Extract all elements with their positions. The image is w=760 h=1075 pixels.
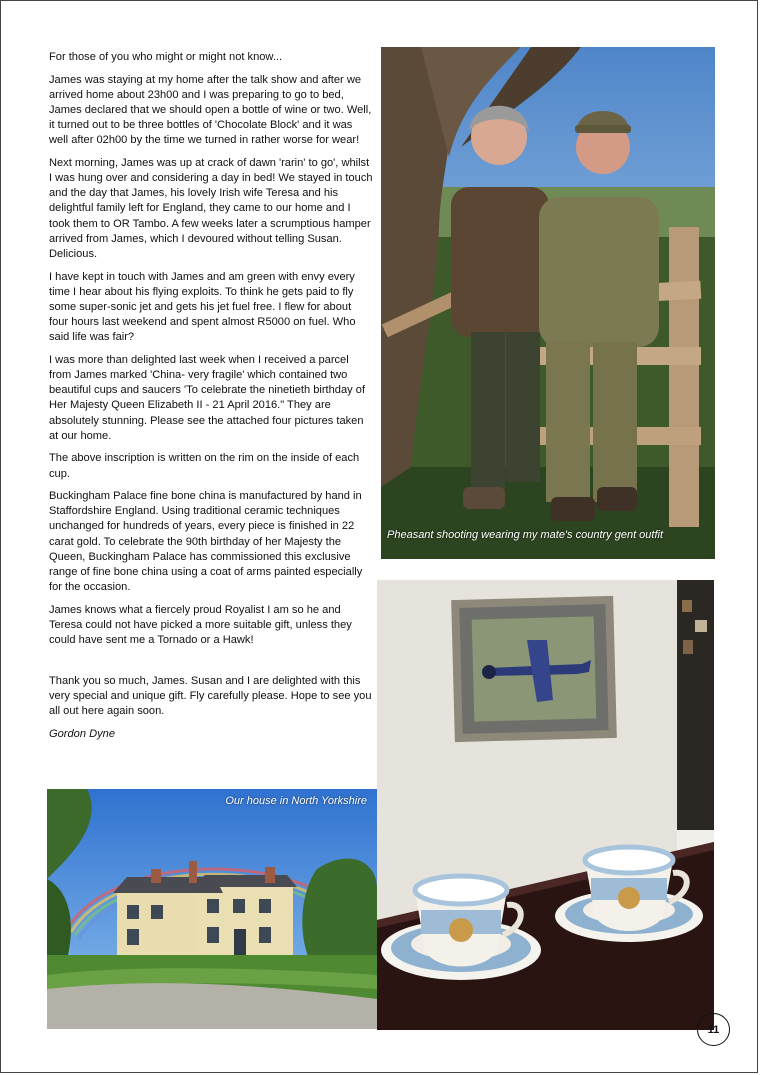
paragraph-next-morning: Next morning, James was up at crack of dawn 'rarin' to go', whilst I was hung over and considering a day in bed! We stayed in touch and the day that James, his lovely Irish wife Teresa and his delightful family left for England, they came to our home and I took them to OR Tambo. A few weeks later a scrumptious hamper arrived from James, which I devoured without telling Susan. Delicious. xyxy=(49,156,373,261)
photo-china-cups xyxy=(377,580,714,1030)
page-number: 11 xyxy=(697,1013,730,1046)
pheasant-caption: Pheasant shooting wearing my mate's country gent outfit xyxy=(387,529,664,541)
paragraph-closing: Thank you so much, James. Susan and I are delighted with this very special and unique gift. Fly carefully please. Hope to see you all out here again soon. xyxy=(49,674,372,718)
paragraph-flying: I have kept in touch with James and am green with envy every time I hear about his flying exploits. To think he gets paid to fly some super-sonic jet and gets his jet fuel free. I flew for about four hours last weekend and spent almost R5000 on fuel. Who said life was fair? xyxy=(49,270,356,344)
signature: Gordon Dyne xyxy=(49,727,115,740)
paragraph-wine: James was staying at my home after the talk show and after we arrived home about 23h00 and I was preparing to go to bed, James declared that we should open a bottle of wine or two. Well, it turned out to be three bottles of 'Chocolate Block' and it was well after 02h00 by the time we turned in rather worse for wear! xyxy=(49,73,372,147)
photo-house-north-yorkshire xyxy=(47,789,377,1029)
paragraph-royalist: James knows what a fiercely proud Royalist I am so he and Teresa could not have picked a more suitable gift, unless they could have sent me a Tornado or a Hawk! xyxy=(49,603,352,647)
spacer xyxy=(49,656,373,674)
paragraph-china: Buckingham Palace fine bone china is manufactured by hand in Staffordshire England. Using traditional ceramic techniques unchanged for hundreds of years, every piece is finished in 22 carat gold. To celebrate the 90th birthday of her Majesty the Queen, Buckingham Palace has commissioned this exclusive range of fine bone china using a coat of arms painted especially for the occasion. xyxy=(49,490,363,594)
house-caption: Our house in North Yorkshire xyxy=(225,795,367,807)
photo-pheasant-shooting xyxy=(381,47,715,559)
paragraph-parcel: I was more than delighted last week when I received a parcel from James marked 'China- very fragile' which contained two beautiful cups and saucers 'To celebrate the ninetieth birthday of Her Majesty Queen Elizabeth II - 21 April 2016." They are absolutely stunning. Please see the attached four pictures taken at our home. xyxy=(49,353,366,442)
article-text-column xyxy=(49,50,373,749)
paragraph-inscription: The above inscription is written on the rim on the inside of each cup. xyxy=(49,452,360,480)
paragraph-intro: For those of you who might or might not know... xyxy=(49,51,283,63)
